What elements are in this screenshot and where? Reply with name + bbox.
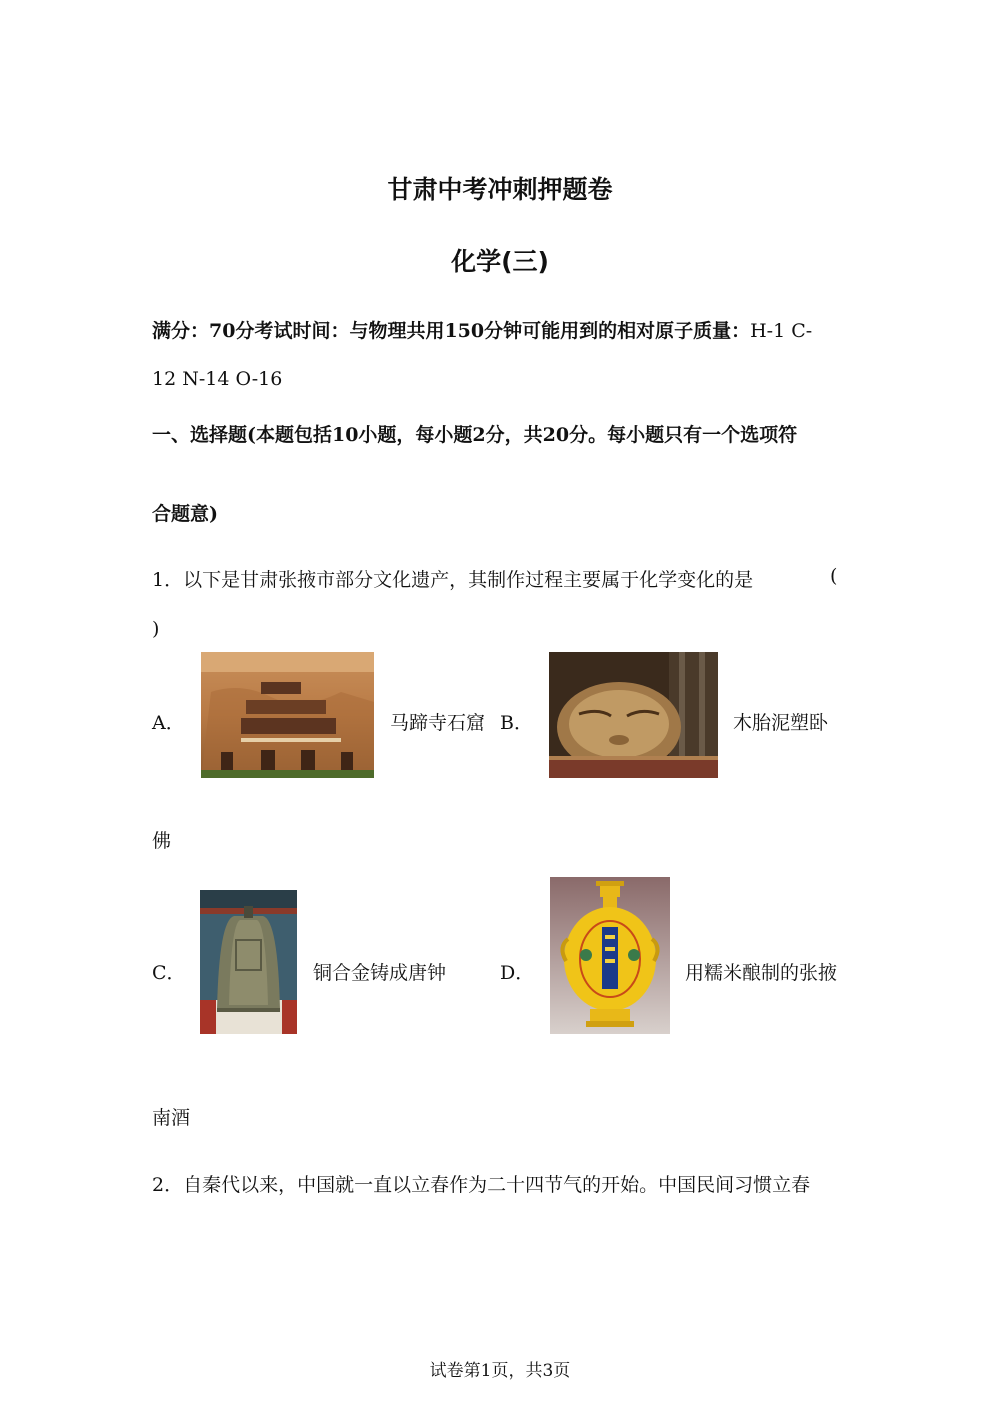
option-b-text: 木胎泥塑卧 (733, 712, 829, 734)
info-atomic-mass-start: H-1 C- (750, 320, 813, 342)
question-1-paren-close: ) (152, 618, 160, 640)
page-subtitle: 化学(三) (451, 247, 549, 276)
section-heading-line-2: 合题意) (152, 503, 218, 525)
section-heading-line-1: 一、选择题(本题包括10小题，每小题2分，共20分。每小题只有一个选项符 (152, 424, 798, 446)
option-d-text-wrap: 南酒 (152, 1107, 191, 1129)
info-line-2: 12 N-14 O-16 (152, 368, 283, 390)
option-c-letter: C． (152, 962, 186, 984)
wine-bottle-image (550, 877, 670, 1034)
option-c-text: 铜合金铸成唐钟 (313, 962, 447, 984)
page-title: 甘肃中考冲刺押题卷 (387, 175, 613, 204)
option-b-text-wrap: 佛 (152, 830, 172, 852)
option-a-letter: A． (152, 712, 185, 734)
option-b-letter: B． (500, 712, 533, 734)
reclining-buddha-image (549, 652, 718, 778)
option-d-letter: D． (500, 962, 535, 984)
info-score-time: 满分：70分考试时间：与物理共用150分钟可能用到的相对原子质量： (152, 320, 751, 342)
option-a-text: 马蹄寺石窟 (390, 712, 486, 734)
question-1-stem: 1．以下是甘肃张掖市部分文化遗产，其制作过程主要属于化学变化的是 (152, 569, 754, 591)
page-footer: 试卷第1页，共3页 (429, 1361, 571, 1381)
option-d-text: 用糯米酿制的张掖 (685, 962, 838, 984)
question-2-stem: 2．自秦代以来，中国就一直以立春作为二十四节气的开始。中国民间习惯立春 (152, 1174, 811, 1196)
question-1-paren-open: ( (830, 565, 838, 587)
bronze-bell-image (200, 890, 297, 1034)
info-line-1 (152, 316, 812, 343)
grotto-image (201, 652, 374, 778)
